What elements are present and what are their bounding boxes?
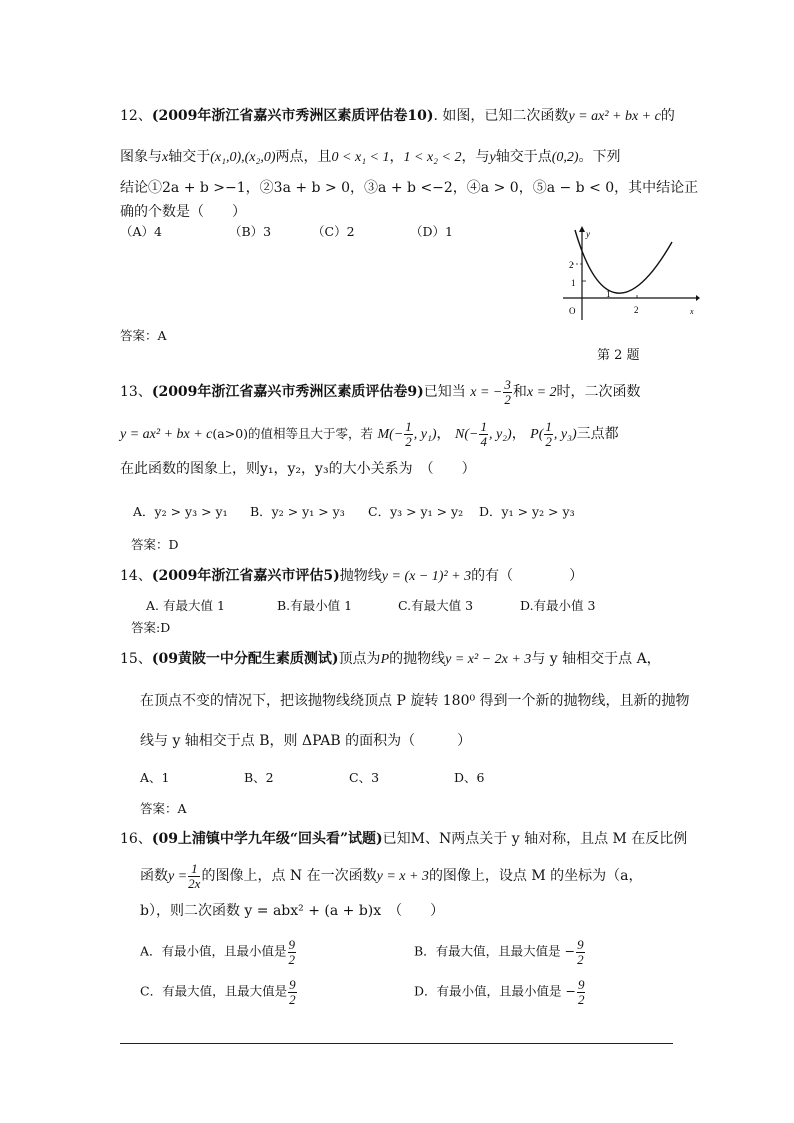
q13-frac-P: [544, 420, 553, 448]
q16-option-a: [140, 938, 297, 966]
q15-option-d: D、6: [454, 770, 485, 785]
q13-xeq1: x = −: [470, 385, 503, 401]
y-one-label: 1: [571, 278, 576, 288]
q16-number: 16、: [120, 831, 152, 847]
q12-stem-end: 的: [660, 108, 675, 124]
frac-den: 2: [577, 991, 585, 1007]
parabola-curve: [575, 230, 672, 293]
q12-l2x: x: [162, 150, 169, 165]
y-two-label: 2: [569, 260, 574, 270]
q13-N-end: , y₂): [488, 427, 512, 443]
bottom-rule: [120, 1043, 673, 1044]
q13-frac-M: [404, 420, 413, 448]
x-axis-arrow: [696, 295, 700, 301]
q12-points: (x₁,0),(x₂,0): [210, 150, 276, 165]
q16-line2: [140, 862, 643, 890]
x-one-label: 1: [606, 289, 611, 299]
q16-l2b: 的图像上，点 N 在一次函数: [201, 868, 377, 885]
q14-option-b: B.有最小值 1: [277, 598, 353, 613]
q12-figure-caption: 第 2 题: [597, 348, 640, 363]
frac-9-2: [577, 978, 586, 1006]
q16-line1: [120, 832, 687, 846]
q13-function: y = ax² + bx + c: [120, 427, 213, 443]
opt-text: C．有最大值，且最大值是: [140, 983, 288, 999]
q15-source: (09黄陂一中分配生素质测试): [151, 651, 339, 667]
q13-option-c: C．y₃ > y₁ > y₂: [368, 504, 464, 519]
frac-den: 2x: [188, 875, 201, 891]
q13-line3: 在此函数的图象上，则y₁，y₂，y₃的大小关系为 （ ）: [120, 461, 476, 477]
y-label: y: [586, 229, 590, 239]
frac-den: 2: [504, 391, 511, 407]
q12-cond1: 0 < x₁ < 1: [331, 150, 390, 165]
q12-l2y: y: [489, 150, 496, 165]
q15-stem-c: 与 y 轴相交于点 A，: [531, 651, 661, 667]
q15-line1: [120, 652, 661, 667]
q13-l2-end: 三点都: [576, 426, 619, 443]
frac-num: 1: [405, 419, 412, 434]
q12-function: y = ax² + bx + c: [568, 109, 661, 124]
q12-number: 12、: [120, 108, 152, 124]
origin-label: O: [569, 306, 576, 316]
q14-option-a: A. 有最大值 1: [146, 598, 225, 613]
frac-den: 2: [405, 433, 412, 449]
frac-num: 3: [504, 377, 511, 392]
q16-option-d: [414, 978, 586, 1006]
q13-l2a: (a>0)的值相等且大于零，若: [212, 426, 374, 442]
q14-line1: [120, 569, 583, 584]
frac-num: 9: [577, 977, 585, 992]
q12-l2c: 两点，且: [275, 149, 332, 165]
frac-num: 9: [577, 937, 584, 952]
q13-line1: [120, 378, 641, 406]
q12-l2f: 轴交于点: [495, 149, 552, 165]
opt-text: A．有最小值，且最小值是: [140, 943, 287, 959]
q12-line1: [120, 109, 675, 124]
q12-answer: 答案：A: [120, 328, 167, 343]
q12-l2a: 图象与: [120, 149, 162, 165]
frac-den: 4: [480, 433, 487, 449]
q15-option-c: C、3: [349, 770, 380, 785]
q15-number: 15、: [120, 651, 152, 667]
q12-cond2: 1 < x₂ < 2: [403, 150, 462, 165]
q13-N: N(−: [454, 427, 479, 443]
frac-9-2: [576, 938, 585, 966]
frac-num: 9: [289, 977, 296, 992]
q12-stem: . 如图，已知二次函数: [433, 108, 569, 124]
frac-den: 2: [289, 991, 296, 1007]
frac-den: 2: [577, 951, 584, 967]
q12-pt: (0,2): [551, 150, 579, 165]
q13-number: 13、: [120, 384, 152, 401]
opt-text: B．有最大值，且最大值是 −: [414, 943, 576, 959]
q16-l2a: 函数: [140, 868, 168, 885]
q13-stem-b: 时，二次函数: [556, 384, 641, 401]
frac-num: 1: [480, 419, 487, 434]
q13-line2: [120, 420, 619, 448]
q13-option-d: D．y₁ > y₂ > y₃: [479, 504, 575, 519]
q16-linear: y = x + 3: [376, 869, 429, 885]
frac-den: 2: [545, 433, 552, 449]
q14-stem-b: 的有（ ）: [471, 568, 584, 584]
q15-function: y = x² − 2x + 3: [445, 652, 532, 667]
q14-number: 14、: [120, 568, 152, 584]
q12-parabola-graph: [560, 222, 700, 322]
q12-l2g: 。下列: [578, 149, 621, 165]
q13-source: (2009年浙江省嘉兴市秀洲区素质评估卷9): [151, 384, 424, 401]
frac-den: 2: [288, 951, 296, 967]
q13-frac-N: [479, 420, 488, 448]
q14-option-c: C.有最大值 3: [398, 598, 474, 613]
q16-frac-1-2x: [188, 862, 200, 890]
q12-line2: [120, 150, 621, 165]
q13-frac-3-2: [503, 378, 512, 406]
sep: ，: [436, 426, 451, 443]
q13-option-a: A．y₂ > y₃ > y₁: [133, 504, 228, 519]
q13-M: M(−: [377, 427, 404, 443]
q16-option-b: [414, 938, 586, 966]
frac-9-2: [288, 978, 297, 1006]
q13-stem: 已知当: [423, 384, 466, 401]
q14-function: y = (x − 1)² + 3: [381, 569, 472, 584]
q15-line2: 在顶点不变的情况下，把该抛物线绕顶点 P 旋转 180⁰ 得到一个新的抛物线，且新的抛物: [140, 693, 690, 709]
q12-l2b: 轴交于: [168, 149, 211, 165]
q14-option-d: D.有最小值 3: [520, 598, 596, 613]
q13-xeq2: x = 2: [526, 385, 557, 401]
q13-option-b: B．y₂ > y₁ > y₃: [250, 504, 345, 519]
q16-y: y =: [168, 869, 188, 885]
q13-P: P(: [530, 427, 544, 443]
q14-source: (2009年浙江省嘉兴市评估5): [151, 568, 340, 584]
q15-stem-b: 的抛物线: [389, 651, 446, 667]
y-axis-arrow: [579, 226, 585, 232]
opt-text: D．有最小值，且最小值是 −: [414, 983, 576, 999]
q12-option-b: （B）3: [229, 224, 272, 239]
q16-option-c: [140, 978, 298, 1006]
q12-option-c: （C）2: [312, 224, 355, 239]
q12-option-d: （D）1: [410, 224, 453, 239]
q15-line3: 线与 y 轴相交于点 B，则 ΔPAB 的面积为（ ）: [140, 733, 472, 749]
q16-stem: 已知M、N两点关于 y 轴对称，且点 M 在反比例: [382, 831, 688, 847]
q15-stem: 顶点为: [338, 651, 381, 667]
q15-answer: 答案：A: [140, 801, 187, 816]
frac-9-2: [288, 938, 297, 966]
frac-num: 1: [545, 419, 552, 434]
q12-line3: 结论①2a + b >−1，②3a + b > 0，③a + b <−2，④a > 0，⑤a − b < 0，其中结论正: [120, 180, 699, 196]
q13-and: 和: [512, 384, 527, 401]
q15-option-b: B、2: [244, 770, 274, 785]
q14-stem: 抛物线: [339, 568, 382, 584]
q12-l2e: ，与: [461, 149, 490, 165]
q12-l2d: ，: [389, 149, 404, 165]
q12-option-a: （A）4: [120, 224, 162, 239]
q16-source: (09上浦镇中学九年级“回头看”试题): [151, 831, 383, 847]
frac-num: 1: [188, 862, 200, 877]
q15-P: P: [380, 652, 390, 667]
x-label: x: [690, 307, 694, 316]
q12-source: (2009年浙江省嘉兴市秀洲区素质评估卷10): [151, 108, 434, 124]
q13-M-end: , y₁): [413, 427, 437, 443]
x-two-label: 2: [634, 305, 639, 315]
q13-answer: 答案：D: [131, 537, 179, 552]
q15-option-a: A、1: [140, 770, 170, 785]
q14-answer: 答案:D: [131, 620, 171, 635]
q16-l2c: 的图像上，设点 M 的坐标为（a，: [428, 868, 643, 885]
q12-line4: 确的个数是（ ）: [120, 204, 246, 220]
frac-num: 9: [288, 937, 296, 952]
q16-line3: b），则二次函数 y = abx² + (a + b)x （ ）: [140, 903, 445, 919]
q13-P-end: , y₃): [553, 427, 577, 443]
sep: ，: [511, 426, 526, 443]
